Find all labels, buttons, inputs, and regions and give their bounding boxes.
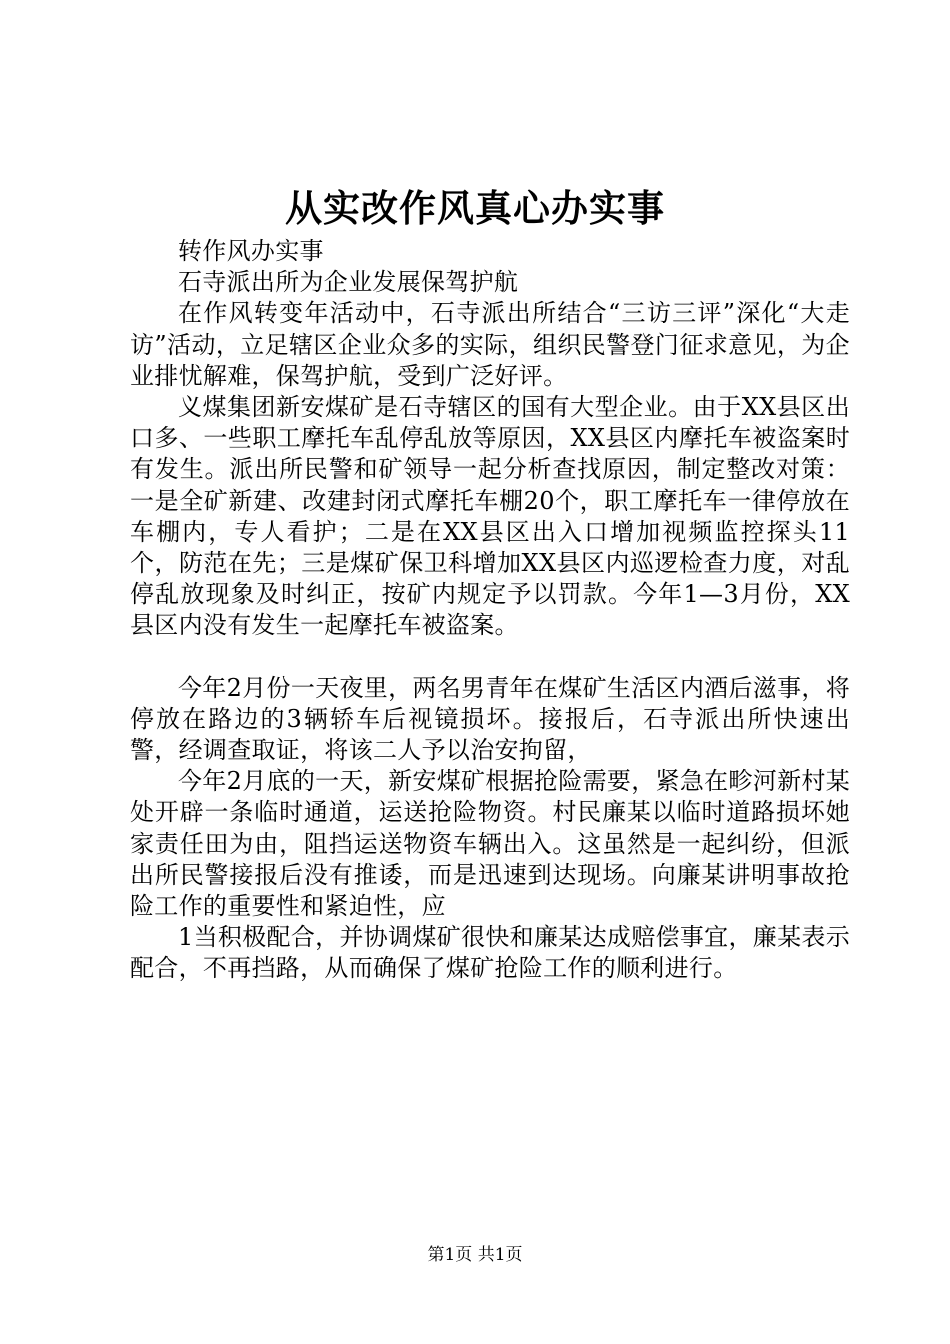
- paragraph: 义煤集团新安煤矿是石寺辖区的国有大型企业。由于XX县区出口多、一些职工摩托车乱停乱放等原因，XX县区内摩托车被盗案时有发生。派出所民警和矿领导一起分析查找原因，制定整改对策：一是全矿新建、改建封闭式摩托车棚20个，职工摩托车一律停放在车棚内，专人看护；二是在XX县区出入口增加视频监控探头11个，防范在先；三是煤矿保卫科增加XX县区内巡逻检查力度，对乱停乱放现象及时纠正，按矿内规定予以罚款。今年1—3月份，XX县区内没有发生一起摩托车被盗案。: [130, 393, 850, 640]
- paragraph-subheading: 石寺派出所为企业发展保驾护航: [178, 268, 519, 297]
- paragraph: 在作风转变年活动中，石寺派出所结合“三访三评”深化“大走访”活动，立足辖区企业众多的实际，组织民警登门征求意见，为企业排忧解难，保驾护航，受到广泛好评。: [130, 299, 850, 390]
- paragraph: 今年2月底的一天，新安煤矿根据抢险需要，紧急在畛河新村某处开辟一条临时通道，运送抢险物资。村民廉某以临时道路损坏她家责任田为由，阻挡运送物资车辆出入。这虽然是一起纠纷，但派出所民警接报后没有推诿，而是迅速到达现场。向廉某讲明事故抢险工作的重要性和紧迫性，应: [130, 767, 850, 921]
- document-body: [130, 236, 850, 985]
- page-title: 从实改作风真心办实事: [285, 186, 665, 230]
- paragraph: 今年2月份一天夜里，两名男青年在煤矿生活区内酒后滋事，将停放在路边的3辆轿车后视镜损坏。接报后，石寺派出所快速出警，经调查取证，将该二人予以治安拘留，: [130, 673, 850, 765]
- paragraph-heading: 转作风办实事: [178, 237, 324, 265]
- paragraph: 1当积极配合，并协调煤矿很快和廉某达成赔偿事宜，廉某表示配合，不再挡路，从而确保了煤矿抢险工作的顺利进行。: [130, 923, 850, 983]
- page-footer: 第1页 共1页: [427, 1245, 523, 1265]
